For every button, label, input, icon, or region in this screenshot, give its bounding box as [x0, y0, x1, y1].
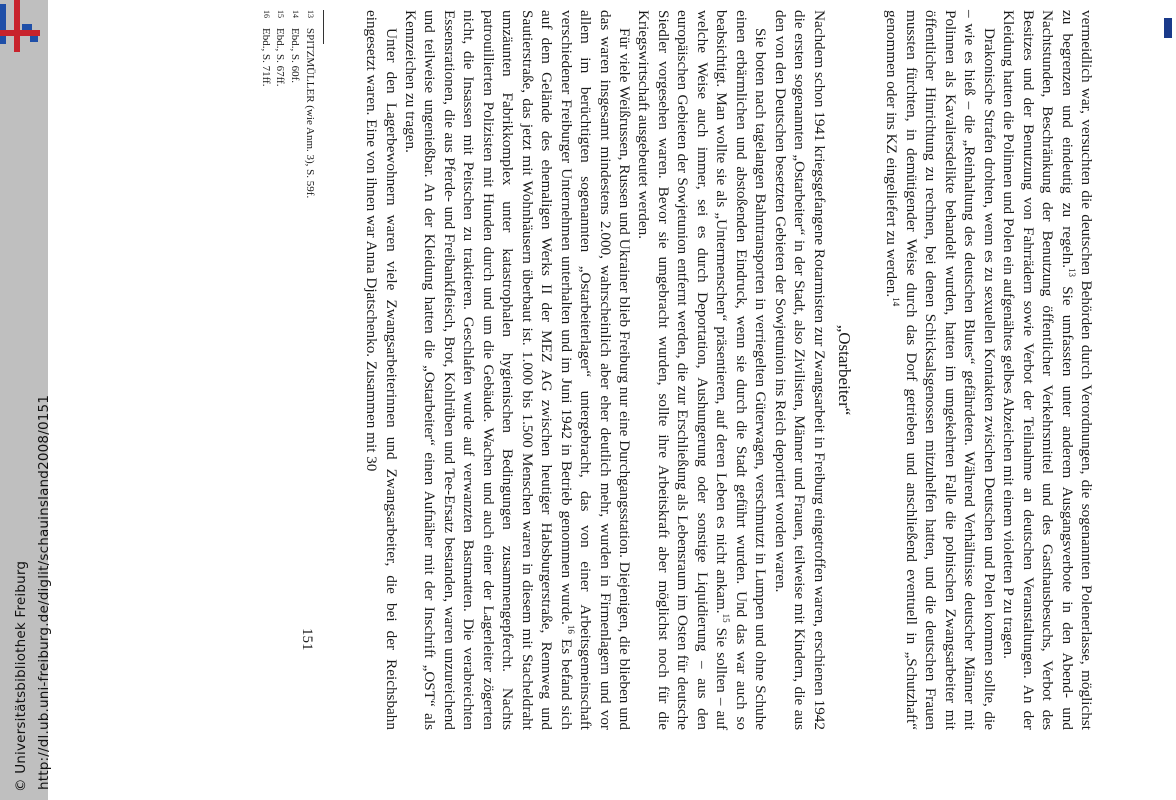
- paragraph-transport: Sie boten nach tagelangen Bahntransporten in verriegelten Güterwagen, verschmutzt in Lumpen und ohne Schuhe einen erbärmlichen und abstoßenden Eindruck, wenn sie durch die Stadt geführt wurden. Und das war auch so beabsichtigt. Man wollte sie als „Untermenschen“ präsentieren, auf deren Leben es nicht ankam.$^{15}$ Sie sollten – auf welche Weise auch immer, sei es durch Deportation, Aushungerung oder sonstige Liquidierung – aus den europäischen Gebieten der Sowjetunion entfernt werden, die zur Erschließung als Lebensraum im Osten für deutsche Siedler vorgesehen waren. Bevor sie umgebracht wurden, sollte ihre Arbeitskraft aber möglichst noch für die Kriegswirtschaft ausgebeutet werden.: [635, 10, 770, 731]
- footnote-divider: [323, 10, 324, 44]
- text-column: [258, 10, 1096, 730]
- section-heading: „Ostarbeiter“: [835, 324, 855, 416]
- scanned-page: [56, 0, 1176, 800]
- paragraph-intro: vermeidlich war, versuchten die deutschen Behörden durch Verordnungen, die sogenannten Polenerlasse, möglichst zu begrenzen und eindeutig zu regeln.$^{13}$ Sie umfassten unter anderem Ausgangsverbote in den Abend- und Nachtstunden, Beschränkung der Benutzung öffentlicher Verkehrsmittel und des Gasthausbesuchs, Verbot des Besitzes und der Benutzung von Fahrrädern sowie Verbot der Teilnahme an deutschen Veranstaltungen. An der Kleidung hatten die Polinnen und Polen ein aufgenähtes gelbes Abzeichen mit einem violetten P zu tragen.: [1000, 10, 1095, 730]
- page-number: 151: [299, 628, 315, 651]
- document-url[interactable]: http://dl.ub.uni-freiburg.de/diglit/schauinsland2008/0151: [36, 394, 52, 790]
- footnote: 14Ebd., S. 60f.: [289, 10, 302, 83]
- page-edge-mark: [1164, 18, 1172, 38]
- footnote-ref: 16: [565, 624, 576, 634]
- rotated-page-content: [256, 10, 1096, 790]
- footnote-ref: 13: [1066, 268, 1077, 278]
- footnote: 13SPITZMÜLLER (wie Anm. 3), S. 59f.: [303, 10, 316, 199]
- footnote: 16Ebd., S. 71ff.: [259, 10, 272, 87]
- footnotes: [258, 10, 316, 730]
- paragraph-punishments: Drakonische Strafen drohten, wenn es zu sexuellen Kontakten zwischen Deutschen und Polen kommen sollte, die – wie es hieß – die „Reinhaltung des deutschen Blutes“ gefährdeten. Während Verhältnisse deutscher Männer mit Polinnen als Kavaliersdelikte behandelt wurden, hatten im umgekehrten Falle die polnischen Zwangsarbeiter mit öffentlicher Hinrichtung zu rechnen, bei denen Schicksalsgenossen mitzuhelfen hatten, und die deutschen Frauen mussten fürchten, in demütigender Weise durch das Dorf getrieben und anschließend eventuell in „Schutzhaft“ genommen oder ins KZ eingeliefert zu werden.$^{14}$: [883, 10, 998, 730]
- viewer-sidebar: [0, 0, 52, 800]
- university-logo-icon: [0, 0, 48, 60]
- footnote: 15Ebd., S. 67ff.: [274, 10, 287, 87]
- paragraph-ostarbeiter-arrival: Nachdem schon 1941 kriegsgefangene Rotarmisten zur Zwangsarbeit in Freiburg eingetroffen waren, erschienen 1942 die ersten sogenannten „Ostarbeiter“ in der Stadt, also Zivilisten, Männer und Frauen, teilweise mit Kindern, die aus den von den Deutschen besetzten Gebieten der Sowjetunion ins Reich deportiert worden waren.: [771, 10, 828, 730]
- footnote-ref: 14: [891, 297, 902, 307]
- paragraph-camp: Für viele Weißrussen, Russen und Ukrainer blieb Freiburg nur eine Durchgangsstation. Diejenigen, die blieben und das waren insgesamt mindestens 2.000, wahrscheinlich aber eher deutlich mehr, wurden in Firmenlagern und vor allem im berüchtigten sogenannten „Ostarbeiterlager“ untergebracht, das von einer Arbeitsgemeinschaft verschiedener Freiburger Unternehmen unterhalten und im Juni 1942 in Betrieb genommen wurde.$^{16}$ Es befand sich auf dem Gelände des ehemaligen Werks II der MEZ AG zwischen heutiger Habsburgerstraße, Rennweg und Sautierstraße, das jetzt mit Wohnhäusern überbaut ist. 1.000 bis 1.500 Menschen waren in diesem mit Stacheldraht umzäunten Fabrikkomplex unter katastrophalen hygienischen Bedingungen zusammengepfercht. Nachts patrouillierten Polizisten mit Hunden durch und um die Gebäude. Wachen und auch einer der Lagerleiter zögerten nicht, die Insassen mit Peitschen zu traktieren. Geschlafen wurde auf verwanzten Bastmatten. Die verabreichten Essensrationen, die aus Pferde- und Freibankfleisch, Brot, Kohlrüben und Tee-Ersatz bestanden, waren unzureichend und teilweise ungenießbar. An der Kleidung hatten die „Ostarbeiter“ einen Aufnäher mit der Inschrift „OST“ als Kennzeichen zu tragen.: [402, 10, 634, 730]
- copyright-notice: © Universitätsbibliothek Freiburg: [13, 560, 29, 792]
- paragraph-reichsbahn: Unter den Lagerbewohnern waren viele Zwangsarbeiterinnen und Zwangsarbeiter, die bei der Reichsbahn eingesetzt waren. Eine von ihnen war Anna Djatschenko. Zusammen mit 30: [363, 10, 400, 730]
- footnote-ref: 15: [721, 613, 732, 623]
